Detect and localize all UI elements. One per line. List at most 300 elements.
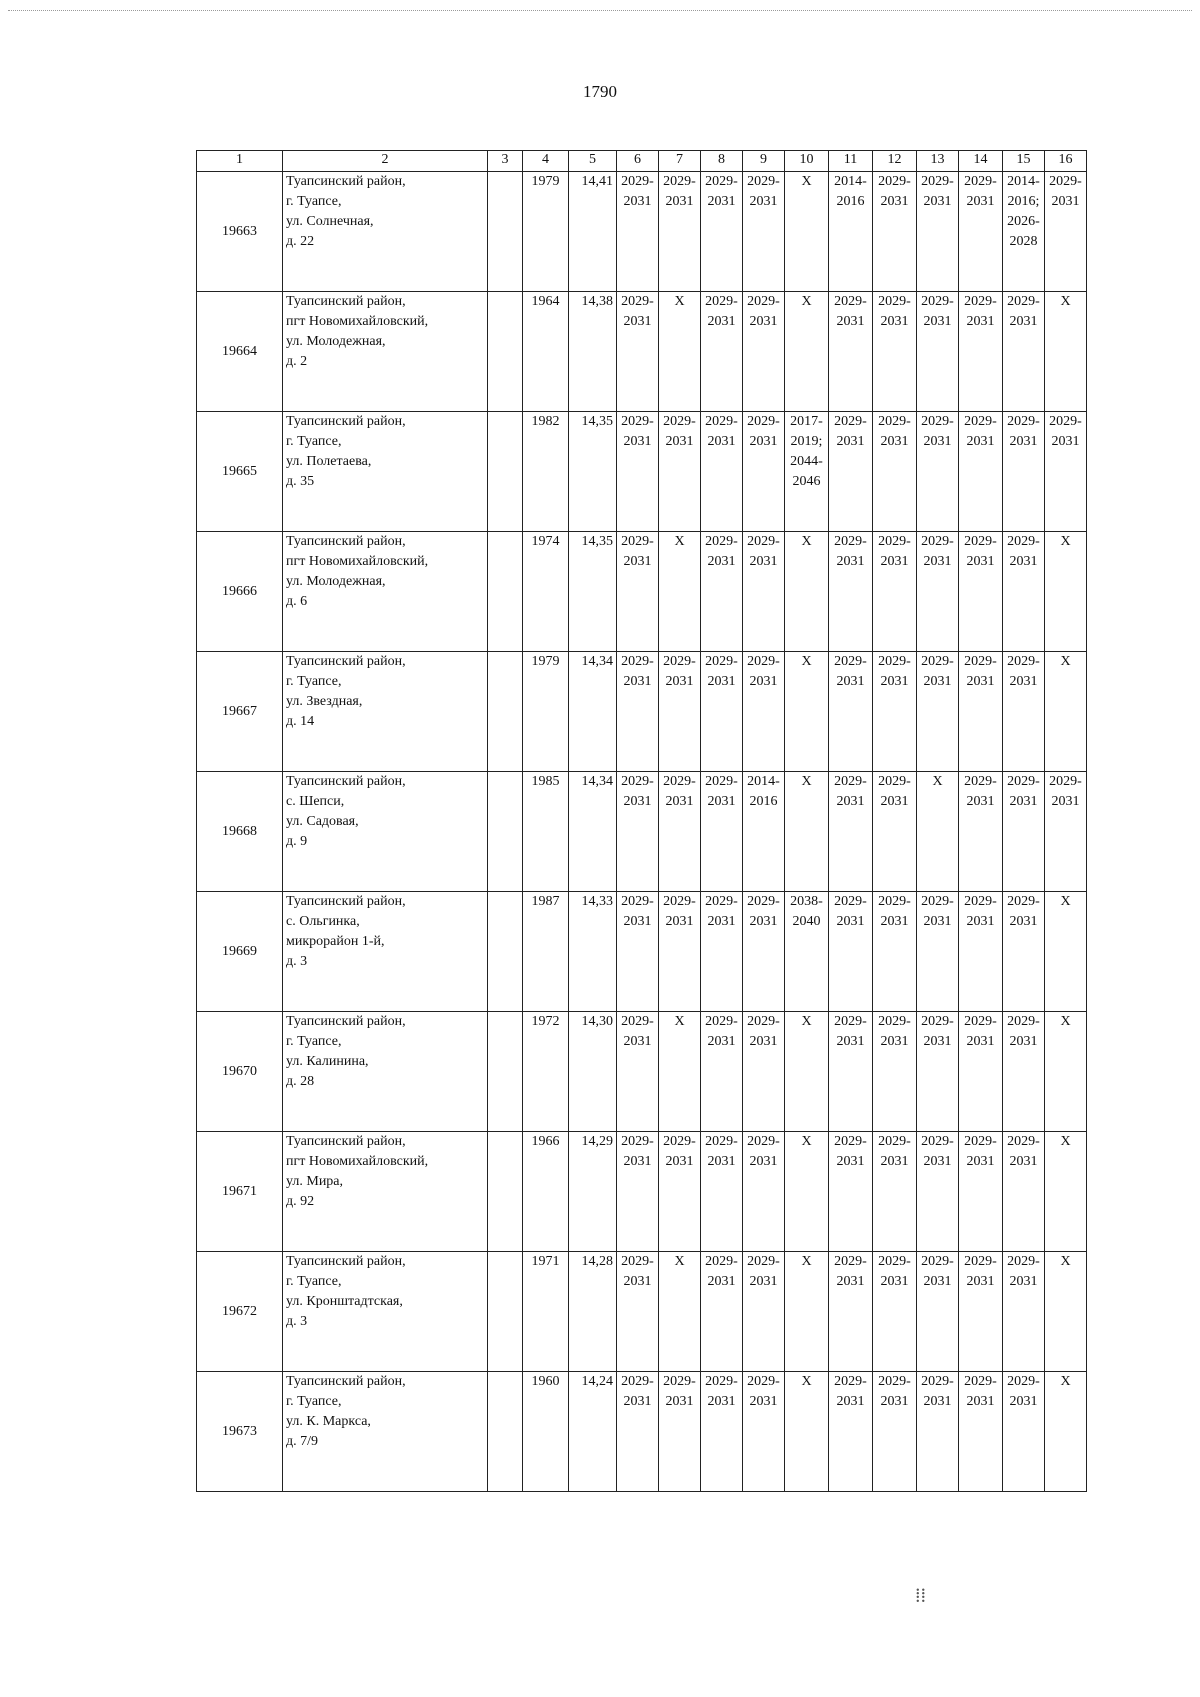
col15-cell-text: 2029- 2031	[1007, 1254, 1040, 1289]
col14-cell	[959, 652, 1003, 772]
col6-cell-text: 2029- 2031	[621, 1254, 654, 1289]
record-id-cell	[197, 1012, 283, 1132]
col6-cell	[617, 1132, 659, 1252]
address-cell	[283, 532, 488, 652]
col7-cell-text: X	[674, 294, 685, 309]
value-cell	[569, 292, 617, 412]
value-cell-text: 14,29	[581, 1134, 613, 1149]
col6-cell	[617, 292, 659, 412]
col6-cell-text: 2029- 2031	[621, 774, 654, 809]
column-header-12: 12	[873, 151, 917, 172]
value-cell-text: 14,30	[581, 1014, 613, 1029]
col12-cell-text: 2029- 2031	[878, 1134, 911, 1169]
col8-cell-text: 2029- 2031	[705, 654, 738, 689]
col12-cell-text: 2029- 2031	[878, 1014, 911, 1049]
col12-cell	[873, 412, 917, 532]
col9-cell-text: 2029- 2031	[747, 534, 780, 569]
record-id-cell	[197, 772, 283, 892]
col16-cell	[1045, 172, 1087, 292]
col11-cell-text: 2029- 2031	[834, 1374, 867, 1409]
col6-cell	[617, 172, 659, 292]
col10-cell-text: 2038- 2040	[790, 894, 823, 929]
value-cell-text: 14,41	[581, 174, 613, 189]
col13-cell	[917, 1012, 959, 1132]
col10-cell	[785, 292, 829, 412]
col12-cell	[873, 532, 917, 652]
column-header-9: 9	[743, 151, 785, 172]
col16-cell	[1045, 892, 1087, 1012]
col15-cell-text: 2029- 2031	[1007, 294, 1040, 329]
col10-cell	[785, 412, 829, 532]
col13-cell-text: 2029- 2031	[921, 1014, 954, 1049]
col3-cell	[488, 1252, 523, 1372]
column-header-1: 1	[197, 151, 283, 172]
col7-cell-text: 2029- 2031	[663, 1374, 696, 1409]
record-id-cell	[197, 652, 283, 772]
col10-cell-text: X	[801, 294, 812, 309]
col14-cell-text: 2029- 2031	[964, 654, 997, 689]
col11-cell-text: 2029- 2031	[834, 1134, 867, 1169]
col15-cell	[1003, 1252, 1045, 1372]
col11-cell	[829, 892, 873, 1012]
col9-cell-text: 2029- 2031	[747, 654, 780, 689]
col13-cell-text: 2029- 2031	[921, 414, 954, 449]
record-id-cell	[197, 412, 283, 532]
col6-cell	[617, 1012, 659, 1132]
col11-cell-text: 2029- 2031	[834, 534, 867, 569]
year-cell	[523, 652, 569, 772]
col7-cell	[659, 892, 701, 1012]
col13-cell-text: 2029- 2031	[921, 654, 954, 689]
col8-cell-text: 2029- 2031	[705, 294, 738, 329]
year-cell	[523, 532, 569, 652]
col14-cell	[959, 1132, 1003, 1252]
col6-cell	[617, 412, 659, 532]
year-cell	[523, 772, 569, 892]
col7-cell	[659, 772, 701, 892]
col16-cell	[1045, 1012, 1087, 1132]
address-cell	[283, 172, 488, 292]
address-cell	[283, 1132, 488, 1252]
col11-cell	[829, 172, 873, 292]
address-cell-text: Туапсинский район, г. Туапсе, ул. Звездная, д. 14	[286, 654, 406, 729]
value-cell-text: 14,24	[581, 1374, 613, 1389]
col15-cell-text: 2029- 2031	[1007, 414, 1040, 449]
column-header-6: 6	[617, 151, 659, 172]
col11-cell	[829, 1372, 873, 1492]
record-id-cell-text: 19672	[222, 1303, 257, 1319]
col15-cell	[1003, 532, 1045, 652]
col14-cell-text: 2029- 2031	[964, 414, 997, 449]
address-cell	[283, 1372, 488, 1492]
col15-cell-text: 2029- 2031	[1007, 534, 1040, 569]
col7-cell-text: X	[674, 1254, 685, 1269]
col14-cell-text: 2029- 2031	[964, 1134, 997, 1169]
col6-cell	[617, 772, 659, 892]
value-cell	[569, 652, 617, 772]
col9-cell-text: 2029- 2031	[747, 894, 780, 929]
col10-cell-text: X	[801, 1134, 812, 1149]
col13-cell	[917, 892, 959, 1012]
col7-cell	[659, 652, 701, 772]
column-header-3: 3	[488, 151, 523, 172]
col8-cell	[701, 172, 743, 292]
col9-cell	[743, 412, 785, 532]
record-id-cell	[197, 292, 283, 412]
col15-cell-text: 2029- 2031	[1007, 894, 1040, 929]
col16-cell	[1045, 532, 1087, 652]
col14-cell-text: 2029- 2031	[964, 534, 997, 569]
col9-cell-text: 2029- 2031	[747, 174, 780, 209]
col6-cell-text: 2029- 2031	[621, 174, 654, 209]
col8-cell	[701, 532, 743, 652]
col12-cell-text: 2029- 2031	[878, 654, 911, 689]
value-cell-text: 14,35	[581, 414, 613, 429]
value-cell-text: 14,33	[581, 894, 613, 909]
col12-cell	[873, 1012, 917, 1132]
table-row	[197, 292, 1087, 412]
col13-cell	[917, 292, 959, 412]
col10-cell	[785, 1372, 829, 1492]
col3-cell	[488, 292, 523, 412]
col9-cell	[743, 1132, 785, 1252]
col12-cell	[873, 772, 917, 892]
col8-cell-text: 2029- 2031	[705, 1254, 738, 1289]
col12-cell	[873, 1252, 917, 1372]
col15-cell	[1003, 1372, 1045, 1492]
col10-cell	[785, 172, 829, 292]
col3-cell	[488, 172, 523, 292]
column-header-5: 5	[569, 151, 617, 172]
column-header-8: 8	[701, 151, 743, 172]
address-cell-text: Туапсинский район, пгт Новомихайловский, ул. Мира, д. 92	[286, 1134, 429, 1209]
col16-cell-text: X	[1060, 1134, 1071, 1149]
col12-cell	[873, 892, 917, 1012]
col16-cell-text: 2029- 2031	[1049, 414, 1082, 449]
address-cell	[283, 412, 488, 532]
year-cell	[523, 1252, 569, 1372]
column-header-16: 16	[1045, 151, 1087, 172]
col9-cell	[743, 1372, 785, 1492]
col11-cell	[829, 1012, 873, 1132]
col14-cell-text: 2029- 2031	[964, 174, 997, 209]
col13-cell	[917, 1252, 959, 1372]
year-cell	[523, 412, 569, 532]
col7-cell-text: X	[674, 534, 685, 549]
col10-cell-text: X	[801, 1374, 812, 1389]
col15-cell	[1003, 772, 1045, 892]
col12-cell-text: 2029- 2031	[878, 894, 911, 929]
col16-cell-text: X	[1060, 1014, 1071, 1029]
col3-cell	[488, 1132, 523, 1252]
col16-cell-text: 2029- 2031	[1049, 174, 1082, 209]
table-row	[197, 772, 1087, 892]
col3-cell	[488, 532, 523, 652]
record-id-cell-text: 19663	[222, 223, 257, 239]
table-row	[197, 652, 1087, 772]
col11-cell	[829, 772, 873, 892]
col6-cell	[617, 892, 659, 1012]
col11-cell-text: 2029- 2031	[834, 654, 867, 689]
col6-cell-text: 2029- 2031	[621, 1014, 654, 1049]
col8-cell-text: 2029- 2031	[705, 1134, 738, 1169]
column-header-14: 14	[959, 151, 1003, 172]
col12-cell	[873, 172, 917, 292]
col11-cell	[829, 292, 873, 412]
year-cell-text: 1979	[531, 174, 560, 189]
col9-cell	[743, 1012, 785, 1132]
table-header-row	[197, 151, 1087, 172]
col13-cell	[917, 1372, 959, 1492]
col3-cell	[488, 892, 523, 1012]
col7-cell	[659, 532, 701, 652]
record-id-cell	[197, 1372, 283, 1492]
col11-cell	[829, 412, 873, 532]
col14-cell	[959, 1012, 1003, 1132]
col13-cell	[917, 772, 959, 892]
col9-cell	[743, 292, 785, 412]
col12-cell-text: 2029- 2031	[878, 414, 911, 449]
col10-cell	[785, 772, 829, 892]
year-cell-text: 1964	[531, 294, 560, 309]
col7-cell-text: 2029- 2031	[663, 654, 696, 689]
col6-cell-text: 2029- 2031	[621, 1134, 654, 1169]
col11-cell	[829, 1252, 873, 1372]
col12-cell	[873, 1132, 917, 1252]
year-cell-text: 1971	[531, 1254, 560, 1269]
col16-cell-text: X	[1060, 1254, 1071, 1269]
column-header-4: 4	[523, 151, 569, 172]
col7-cell	[659, 172, 701, 292]
col9-cell	[743, 892, 785, 1012]
address-cell	[283, 652, 488, 772]
year-cell	[523, 1132, 569, 1252]
address-cell-text: Туапсинский район, с. Ольгинка, микрорайон 1-й, д. 3	[286, 894, 406, 969]
col10-cell	[785, 1012, 829, 1132]
col13-cell	[917, 412, 959, 532]
table-row	[197, 1372, 1087, 1492]
col7-cell-text: 2029- 2031	[663, 774, 696, 809]
col8-cell	[701, 652, 743, 772]
address-cell-text: Туапсинский район, г. Туапсе, ул. Солнечная, д. 22	[286, 174, 406, 249]
col7-cell-text: 2029- 2031	[663, 894, 696, 929]
col13-cell	[917, 172, 959, 292]
address-cell-text: Туапсинский район, г. Туапсе, ул. Полетаева, д. 35	[286, 414, 406, 489]
col15-cell-text: 2029- 2031	[1007, 1134, 1040, 1169]
record-id-cell	[197, 892, 283, 1012]
col7-cell	[659, 412, 701, 532]
col6-cell	[617, 1252, 659, 1372]
address-cell-text: Туапсинский район, г. Туапсе, ул. К. Маркса, д. 7/9	[286, 1374, 406, 1449]
col14-cell	[959, 532, 1003, 652]
year-cell-text: 1972	[531, 1014, 560, 1029]
scan-artifact-line	[8, 10, 1192, 11]
col7-cell-text: 2029- 2031	[663, 414, 696, 449]
col16-cell-text: X	[1060, 894, 1071, 909]
col10-cell-text: X	[801, 774, 812, 789]
record-id-cell-text: 19671	[222, 1183, 257, 1199]
col16-cell	[1045, 1372, 1087, 1492]
address-cell	[283, 1252, 488, 1372]
record-id-cell-text: 19665	[222, 463, 257, 479]
col12-cell-text: 2029- 2031	[878, 1254, 911, 1289]
address-cell	[283, 892, 488, 1012]
col12-cell	[873, 292, 917, 412]
col15-cell	[1003, 1132, 1045, 1252]
col8-cell	[701, 412, 743, 532]
col6-cell-text: 2029- 2031	[621, 1374, 654, 1409]
col13-cell	[917, 1132, 959, 1252]
col15-cell	[1003, 172, 1045, 292]
col16-cell	[1045, 1132, 1087, 1252]
col11-cell-text: 2029- 2031	[834, 414, 867, 449]
col11-cell-text: 2029- 2031	[834, 294, 867, 329]
col10-cell-text: X	[801, 654, 812, 669]
col8-cell-text: 2029- 2031	[705, 174, 738, 209]
col16-cell-text: X	[1060, 654, 1071, 669]
col8-cell	[701, 1372, 743, 1492]
col12-cell-text: 2029- 2031	[878, 294, 911, 329]
col11-cell-text: 2014- 2016	[834, 174, 867, 209]
col8-cell	[701, 292, 743, 412]
col16-cell-text: 2029- 2031	[1049, 774, 1082, 809]
col10-cell-text: 2017- 2019; 2044- 2046	[790, 414, 823, 489]
column-header-13: 13	[917, 151, 959, 172]
col6-cell-text: 2029- 2031	[621, 894, 654, 929]
col12-cell-text: 2029- 2031	[878, 534, 911, 569]
col3-cell	[488, 772, 523, 892]
col6-cell-text: 2029- 2031	[621, 294, 654, 329]
record-id-cell-text: 19668	[222, 823, 257, 839]
col8-cell-text: 2029- 2031	[705, 774, 738, 809]
address-cell	[283, 772, 488, 892]
col6-cell-text: 2029- 2031	[621, 414, 654, 449]
year-cell-text: 1985	[531, 774, 560, 789]
value-cell	[569, 532, 617, 652]
col13-cell-text: 2029- 2031	[921, 294, 954, 329]
col9-cell	[743, 172, 785, 292]
col14-cell	[959, 172, 1003, 292]
col9-cell-text: 2014- 2016	[747, 774, 780, 809]
year-cell-text: 1982	[531, 414, 560, 429]
col6-cell	[617, 532, 659, 652]
col9-cell-text: 2029- 2031	[747, 1014, 780, 1049]
record-id-cell-text: 19669	[222, 943, 257, 959]
col8-cell	[701, 892, 743, 1012]
value-cell	[569, 772, 617, 892]
col9-cell-text: 2029- 2031	[747, 294, 780, 329]
col8-cell	[701, 1012, 743, 1132]
column-header-2: 2	[283, 151, 488, 172]
col15-cell-text: 2029- 2031	[1007, 1014, 1040, 1049]
col16-cell-text: X	[1060, 294, 1071, 309]
col9-cell-text: 2029- 2031	[747, 414, 780, 449]
year-cell	[523, 892, 569, 1012]
value-cell	[569, 172, 617, 292]
col10-cell	[785, 532, 829, 652]
col6-cell	[617, 1372, 659, 1492]
year-cell	[523, 292, 569, 412]
col11-cell	[829, 532, 873, 652]
col8-cell	[701, 1252, 743, 1372]
col15-cell	[1003, 1012, 1045, 1132]
col10-cell-text: X	[801, 1254, 812, 1269]
col7-cell	[659, 1012, 701, 1132]
col16-cell	[1045, 1252, 1087, 1372]
col15-cell-text: 2029- 2031	[1007, 774, 1040, 809]
col7-cell-text: 2029- 2031	[663, 174, 696, 209]
table-row	[197, 412, 1087, 532]
value-cell-text: 14,38	[581, 294, 613, 309]
column-header-15: 15	[1003, 151, 1045, 172]
col15-cell	[1003, 292, 1045, 412]
col11-cell-text: 2029- 2031	[834, 774, 867, 809]
col10-cell-text: X	[801, 174, 812, 189]
address-cell	[283, 1012, 488, 1132]
col7-cell	[659, 1132, 701, 1252]
value-cell	[569, 892, 617, 1012]
address-cell-text: Туапсинский район, с. Шепси, ул. Садовая, д. 9	[286, 774, 406, 849]
year-cell-text: 1966	[531, 1134, 560, 1149]
table-row	[197, 1012, 1087, 1132]
col3-cell	[488, 412, 523, 532]
col13-cell-text: 2029- 2031	[921, 174, 954, 209]
col9-cell-text: 2029- 2031	[747, 1374, 780, 1409]
col7-cell-text: X	[674, 1014, 685, 1029]
col13-cell-text: 2029- 2031	[921, 894, 954, 929]
table-row	[197, 172, 1087, 292]
col14-cell-text: 2029- 2031	[964, 1374, 997, 1409]
col15-cell-text: 2029- 2031	[1007, 654, 1040, 689]
col14-cell-text: 2029- 2031	[964, 774, 997, 809]
col14-cell	[959, 772, 1003, 892]
address-cell-text: Туапсинский район, пгт Новомихайловский, ул. Молодежная, д. 6	[286, 534, 429, 609]
address-cell-text: Туапсинский район, пгт Новомихайловский, ул. Молодежная, д. 2	[286, 294, 429, 369]
column-header-11: 11	[829, 151, 873, 172]
col12-cell	[873, 652, 917, 772]
col13-cell-text: 2029- 2031	[921, 1134, 954, 1169]
record-id-cell-text: 19670	[222, 1063, 257, 1079]
record-id-cell	[197, 172, 283, 292]
address-cell	[283, 292, 488, 412]
address-cell-text: Туапсинский район, г. Туапсе, ул. Калинина, д. 28	[286, 1014, 406, 1089]
col11-cell	[829, 1132, 873, 1252]
record-id-cell-text: 19673	[222, 1423, 257, 1439]
col16-cell	[1045, 292, 1087, 412]
page-number: 1790	[583, 82, 617, 101]
col7-cell	[659, 1252, 701, 1372]
col9-cell	[743, 532, 785, 652]
col10-cell	[785, 1252, 829, 1372]
col10-cell-text: X	[801, 1014, 812, 1029]
year-cell-text: 1979	[531, 654, 560, 669]
col13-cell-text: 2029- 2031	[921, 1254, 954, 1289]
col8-cell-text: 2029- 2031	[705, 1014, 738, 1049]
col16-cell-text: X	[1060, 1374, 1071, 1389]
value-cell	[569, 1132, 617, 1252]
value-cell	[569, 1372, 617, 1492]
col7-cell	[659, 1372, 701, 1492]
col3-cell	[488, 1012, 523, 1132]
value-cell	[569, 412, 617, 532]
record-id-cell	[197, 1132, 283, 1252]
table-row	[197, 532, 1087, 652]
col9-cell	[743, 652, 785, 772]
col11-cell-text: 2029- 2031	[834, 1014, 867, 1049]
year-cell-text: 1960	[531, 1374, 560, 1389]
record-id-cell-text: 19664	[222, 343, 257, 359]
col14-cell-text: 2029- 2031	[964, 1254, 997, 1289]
